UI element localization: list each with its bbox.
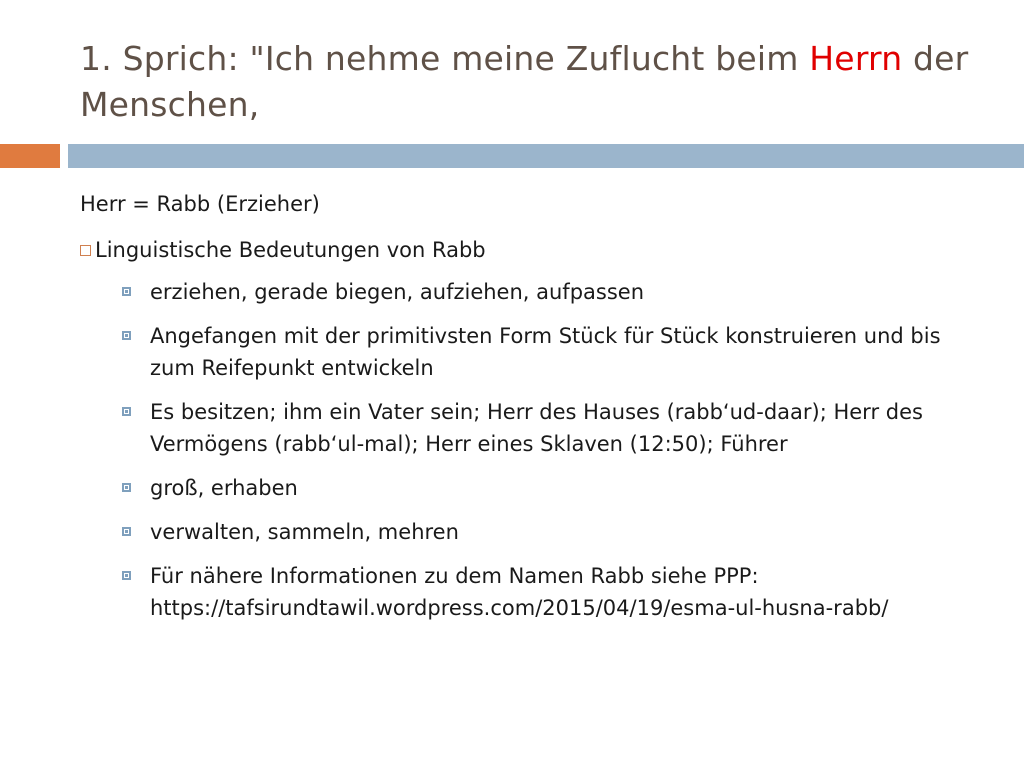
list-item	[80, 276, 950, 308]
square-bullet-icon	[122, 287, 131, 296]
list-item-text: Es besitzen; ihm ein Vater sein; Herr des Hauses (rabb‘ud-daar); Herr des Vermögens (rabb‘ul-mal); Herr eines Sklaven (12:50); Führer	[150, 400, 923, 456]
square-bullet-icon	[122, 571, 131, 580]
list-item-text: Angefangen mit der primitivsten Form Stück für Stück konstruieren und bis zum Reifepunkt entwickeln	[150, 324, 941, 380]
definition-line: Herr = Rabb (Erzieher)	[80, 192, 320, 216]
subheading-text: Linguistische Bedeutungen von Rabb	[95, 238, 486, 262]
list-item	[80, 396, 950, 460]
list-item	[80, 472, 950, 504]
list-item	[80, 516, 950, 548]
title-suffix: der Menschen,	[80, 39, 969, 124]
slide-title	[80, 36, 980, 128]
list-item-text: verwalten, sammeln, mehren	[150, 520, 459, 544]
list-item	[80, 560, 950, 624]
square-bullet-icon	[122, 331, 131, 340]
accent-bar-orange	[0, 144, 60, 168]
square-bullet-icon	[122, 527, 131, 536]
subheading-line	[80, 234, 980, 266]
list-item-text: groß, erhaben	[150, 476, 298, 500]
square-bullet-icon	[122, 407, 131, 416]
slide-body	[80, 188, 980, 636]
meaning-list	[80, 276, 980, 624]
list-item-text: Für nähere Informationen zu dem Namen Rabb siehe PPP: https://tafsirundtawil.wordpress.com/2015/04/19/esma-ul-husna-rabb/	[150, 564, 889, 620]
hollow-square-bullet-icon	[80, 245, 91, 256]
list-item-text: erziehen, gerade biegen, aufziehen, aufpassen	[150, 280, 645, 304]
square-bullet-icon	[122, 483, 131, 492]
list-item	[80, 320, 950, 384]
title-prefix: 1. Sprich: "Ich nehme meine Zuflucht beim	[80, 39, 810, 78]
accent-bar-blue	[68, 144, 1024, 168]
title-highlight: Herrn	[809, 39, 903, 78]
